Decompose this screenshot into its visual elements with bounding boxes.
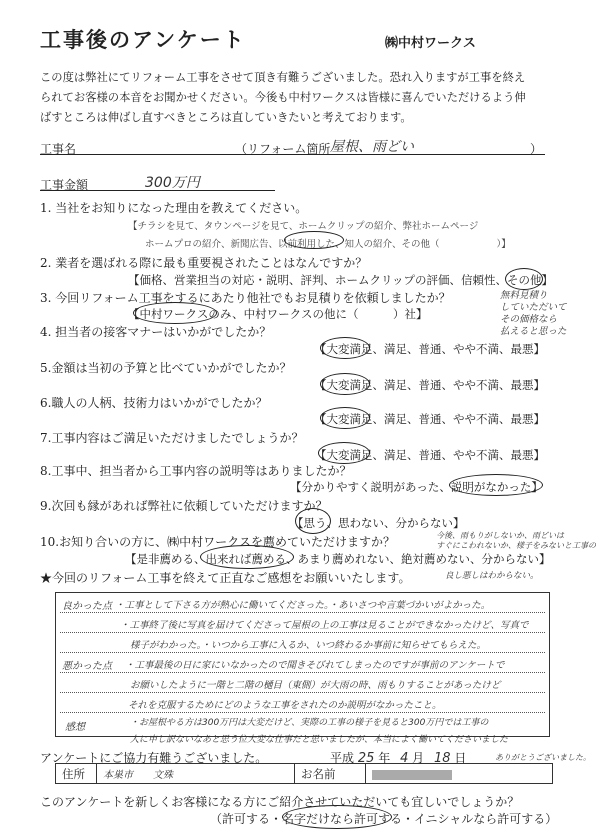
note-line: すぐにこわれないか、様子をみないと工事の [436, 540, 596, 550]
answer-circle [505, 268, 543, 290]
note-line: 払えると思った [500, 326, 567, 337]
note-line: その価格なら [500, 314, 558, 325]
question-6-options: 【大変満足、満足、普通、やや不満、最悪】 [315, 412, 545, 426]
question-4: 4. 担当者の接客マナーはいかがでしたか？ [40, 325, 272, 339]
question-4-options: 【大変満足、満足、普通、やや不満、最悪】 [315, 342, 545, 356]
question-6: 6.職人の人柄、技術力はいかがでしたか？ [40, 396, 268, 410]
answer-circle [295, 508, 331, 534]
intro-line: この度は弊社にてリフォーム工事をさせて頂き有難うございました。恐れ入りますが工事を終え [40, 71, 526, 84]
question-8-options: 【分かりやすく説明があった、説明がなかった】 [290, 480, 543, 494]
address-label: 住所 [56, 764, 97, 784]
question-10-options: 【是非薦める、出来れば薦める、あまり薦めれない、絶対薦めない、分からない】 [125, 552, 551, 566]
date-month-label: 月 [412, 751, 425, 765]
page-title: 工事後のアンケート [40, 28, 246, 52]
dotted-line [60, 692, 545, 693]
name-value [366, 764, 553, 784]
dotted-line [60, 632, 545, 633]
location-value: 屋根、雨どい [330, 139, 414, 155]
handwritten-note-q10 [436, 531, 596, 550]
question-1: 1. 当社をお知りになった理由を教えてください。 [40, 201, 308, 215]
answer-circle [133, 302, 217, 324]
intro-text [40, 68, 526, 128]
answer-circle [200, 545, 294, 569]
question-5: 5.金額は当初の予算と比べていかがでしたか？ [40, 361, 292, 375]
work-name-field [40, 140, 545, 155]
answer-circle [282, 805, 392, 829]
date-month: 4 [400, 751, 409, 766]
answer-circle [318, 442, 370, 464]
question-2: 2. 業者を選ばれる際に最も重要視されたことはなんですか？ [40, 256, 368, 270]
permission-question: このアンケートを新しくお客様になる方にご紹介させていただいても宜しいでしょうか？ [40, 795, 520, 809]
answer-circle [449, 474, 543, 496]
comment-line: ・工事終了後に写真を届けてくださって屋根の上の工事は見ることができなかったけど、写真で [120, 620, 529, 631]
note-line: 今後、雨もりがしないか、雨どいは [436, 531, 564, 540]
dotted-line [60, 652, 545, 653]
question-3-options: 【中村ワークスのみ、中村ワークスの他に（ ）社】 [128, 307, 428, 321]
location-label: （リフォーム箇所 [235, 142, 331, 156]
question-9: 9.次回も縁があれば弊社に依頼していただけますか？ [40, 499, 328, 513]
name-label: お名前 [295, 764, 366, 784]
customer-info-table [55, 763, 553, 784]
comment-line: ・お屋根やる方は300万円は大変だけど、実際の工事の様子を見ると300万円では工事の [130, 718, 489, 728]
dotted-line [60, 672, 545, 673]
dotted-line [60, 712, 545, 713]
company-name: ㈱中村ワークス [385, 36, 476, 51]
answer-circle [320, 407, 370, 429]
handwritten-note-q10-end: 良し悪しはわからない。 [445, 571, 539, 581]
dotted-line [60, 612, 545, 613]
work-amount-value: 300万円 [145, 175, 200, 191]
note-line: 無料見積り [500, 290, 548, 301]
work-amount-label: 工事金額 [40, 178, 89, 192]
question-3: 3. 今回リフォーム工事をするにあたり他社でもお見積りを依頼しましたか？ [40, 291, 451, 305]
work-name-label: 工事名 [40, 142, 77, 156]
answer-circle [320, 373, 370, 395]
question-8: 8.工事中、担当者から工事内容の説明等はありましたか？ [40, 464, 352, 478]
comment-line: それを克服するためにどのような工事をされたのか説明がなかったこと。 [128, 700, 442, 711]
date-year: 25 [357, 751, 375, 766]
comment-line: お願いしたように一階と二階の樋目（東側）が大雨の時、雨もりすることがあったけど [130, 680, 501, 691]
permission-options: （許可する・名字だけなら許可する・イニシャルなら許可する） [210, 812, 558, 826]
label-bad: 悪かった点 [62, 661, 112, 672]
comment-line: ありがとうございました。 [495, 753, 591, 762]
thanks-text: アンケートにご協力有難うございました。 [40, 751, 268, 765]
handwritten-note-q2 [500, 290, 567, 338]
date-day-label: 日 [454, 751, 467, 765]
redacted-name [372, 770, 452, 780]
note-line: していただいて [500, 302, 567, 313]
answer-circle [320, 337, 370, 359]
label-good: 良かった点 [62, 601, 112, 612]
question-10: 10.お知り合いの方に、㈱中村ワークスを薦めていただけますか？ [40, 535, 395, 549]
date-era: 平成 [330, 751, 355, 765]
date-year-label: 年 [378, 751, 391, 765]
date-day: 18 [434, 751, 451, 766]
impressions-heading: ★今回のリフォーム工事を終えて正直なご感想をお願いいたします。 [40, 571, 411, 585]
question-7: 7.工事内容はご満足いただけましたでしょうか？ [40, 431, 304, 445]
question-1-options-2: ホームプロの紹介、新聞広告、以前利用した、知人の紹介、その他（ ）】 [145, 239, 511, 250]
work-amount-field [40, 176, 275, 191]
question-1-options: 【チラシを見て、タウンページを見て、ホームクリップの紹介、弊社ホームページ [128, 221, 479, 232]
question-9-options: 【思う、思わない、分からない】 [292, 516, 465, 530]
intro-line: ばすところは伸ばし直すべきところは直していきたいと考えております。 [40, 111, 412, 124]
label-thoughts: 感想 [65, 722, 85, 733]
question-2-options: 【価格、営業担当の対応・説明、評判、ホームクリップの評価、信頼性、その他】 [128, 273, 554, 287]
comment-line: ・工事として下さる方が熱心に働いてくださった。・あいさつや言葉づかいがよかった。 [115, 600, 491, 611]
answer-circle [284, 231, 344, 249]
intro-line: られてお客様の本音をお聞かせください。今後も中村ワークスは皆様に喜んでいただけるよう伸 [40, 91, 526, 104]
location-close: ） [530, 142, 543, 156]
question-7-options: 【大変満足、満足、普通、やや不満、最悪】 [315, 448, 545, 462]
comment-line: ・工事最後の日に家にいなかったので聞きそびれてしまったのですが事前のアンケートで [125, 660, 505, 671]
question-5-options: 【大変満足、満足、普通、やや不満、最悪】 [315, 378, 545, 392]
address-value: 本巣市 文殊 [97, 764, 295, 784]
comment-line: 様子がわかった。・いつから工事に入るか、いつ終わるか事前に知らせてもらえた。 [130, 640, 486, 651]
comment-line: 人に申し訳ないなあと思う位大変な仕事だと思いましたが、本当によく働いてくださいました [130, 735, 509, 745]
